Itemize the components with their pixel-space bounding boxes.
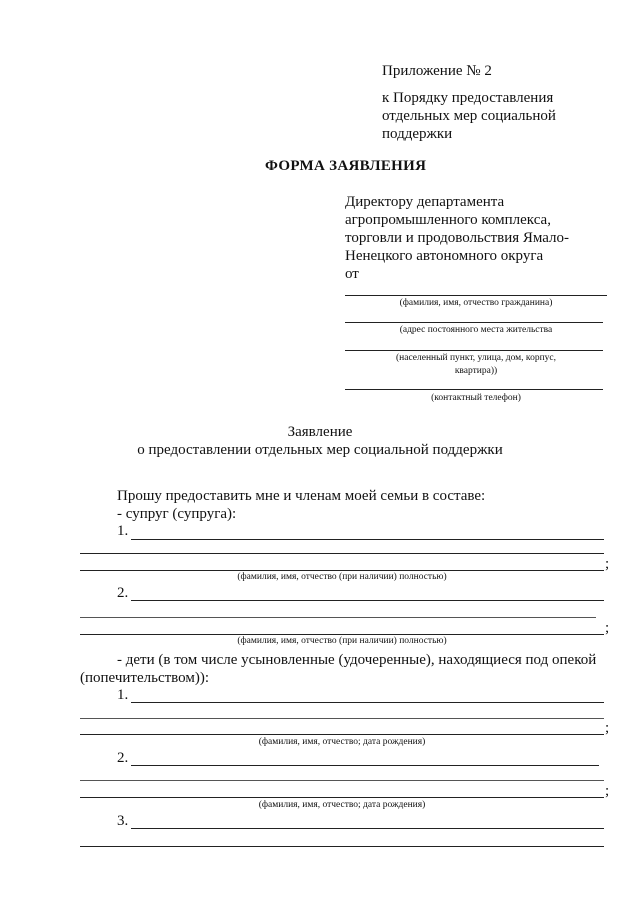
addressee-line: торговли и продовольствия Ямало- (345, 230, 570, 246)
field-caption: (адрес постоянного места жительства (399, 325, 553, 335)
children-label-continued: (попечительством)): (80, 670, 210, 686)
entry-end: ; (605, 620, 610, 636)
child-2-line[interactable] (131, 765, 599, 766)
child-3-line[interactable] (80, 846, 604, 847)
spouse-1-line[interactable] (131, 539, 604, 540)
field-caption: (контактный телефон) (431, 393, 521, 403)
entry-caption: (фамилия, имя, отчество (при наличии) полностью) (237, 572, 447, 582)
statement-title: Заявление (287, 424, 353, 440)
entry-number: 3. (117, 813, 129, 829)
appendix-number: Приложение № 2 (382, 63, 492, 79)
applicant-address-detail-line[interactable] (345, 350, 603, 351)
field-caption: квартира)) (454, 366, 498, 376)
entry-number: 2. (117, 750, 129, 766)
appendix-line: отдельных мер социальной (382, 108, 556, 124)
spouse-1-line[interactable] (80, 570, 604, 571)
entry-caption: (фамилия, имя, отчество; дата рождения) (258, 800, 426, 810)
spouse-2-line[interactable] (131, 600, 604, 601)
appendix-line: поддержки (382, 126, 453, 142)
statement-subtitle: о предоставлении отдельных мер социальной поддержки (137, 442, 503, 458)
field-caption: (фамилия, имя, отчество гражданина) (399, 298, 553, 308)
children-label: - дети (в том числе усыновленные (удочеренные), находящиеся под опекой (117, 652, 597, 668)
applicant-phone-line[interactable] (345, 389, 603, 390)
applicant-address-line[interactable] (345, 322, 603, 323)
entry-caption: (фамилия, имя, отчество (при наличии) полностью) (237, 636, 447, 646)
entry-number: 1. (117, 687, 129, 703)
child-2-line[interactable] (80, 797, 604, 798)
addressee-line: агропромышленного комплекса, (345, 212, 551, 228)
entry-number: 2. (117, 585, 129, 601)
addressee-line: Ненецкого автономного округа (345, 248, 544, 264)
spouse-2-line[interactable] (80, 634, 604, 635)
appendix-line: к Порядку предоставления (382, 90, 554, 106)
addressee-line: Директору департамента (345, 194, 505, 210)
entry-caption: (фамилия, имя, отчество; дата рождения) (258, 737, 426, 747)
child-1-line[interactable] (131, 702, 604, 703)
child-1-line[interactable] (80, 718, 604, 719)
spouse-2-line[interactable] (80, 617, 596, 618)
addressee-line: от (345, 266, 359, 282)
applicant-name-line[interactable] (345, 295, 607, 296)
spouse-1-line[interactable] (80, 553, 604, 554)
entry-number: 1. (117, 523, 129, 539)
form-title: ФОРМА ЗАЯВЛЕНИЯ (265, 158, 427, 174)
entry-end: ; (605, 720, 610, 736)
spouse-label: - супруг (супруга): (117, 506, 237, 522)
intro-text: Прошу предоставить мне и членам моей семьи в составе: (117, 488, 486, 504)
entry-end: ; (605, 783, 610, 799)
child-3-line[interactable] (131, 828, 604, 829)
child-1-line[interactable] (80, 734, 604, 735)
field-caption: (населенный пункт, улица, дом, корпус, (395, 353, 556, 363)
child-2-line[interactable] (80, 780, 604, 781)
entry-end: ; (605, 556, 610, 572)
